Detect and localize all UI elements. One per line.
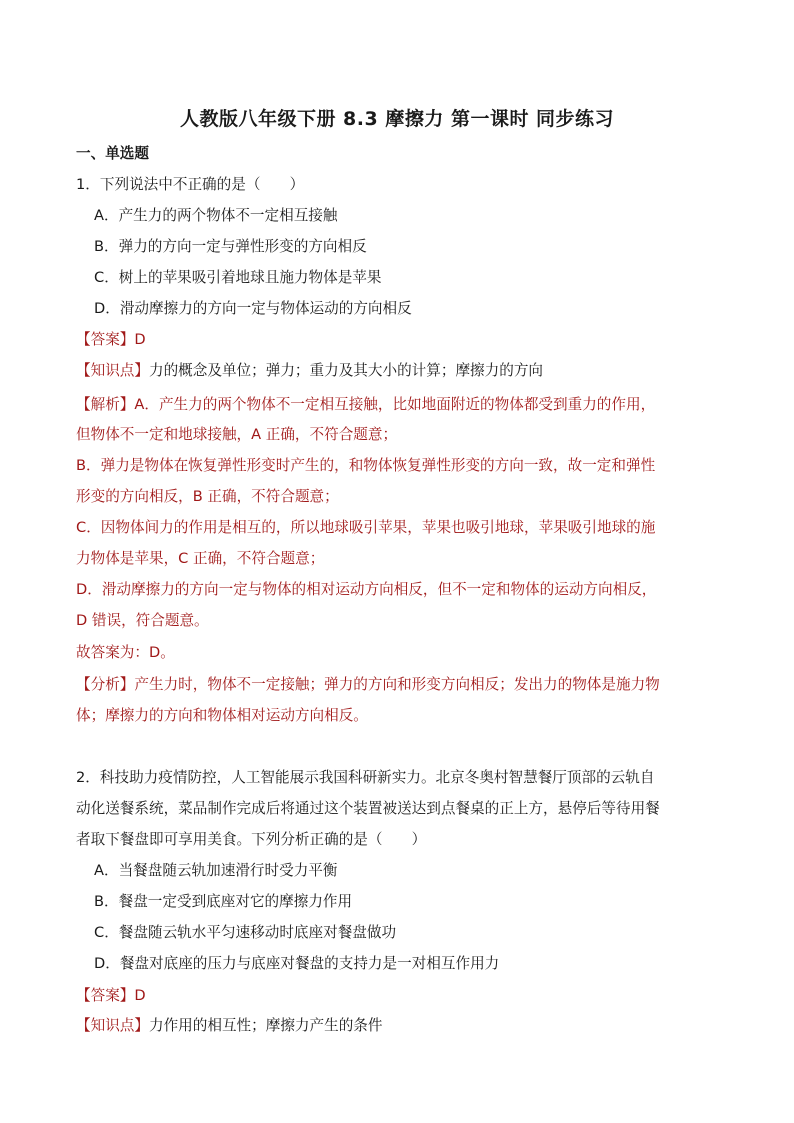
q1-analysis-line-5: C．因物体间力的作用是相互的，所以地球吸引苹果，苹果也吸引地球，苹果吸引地球的施 (76, 519, 656, 536)
q1-summary-text-1: 产生力时，物体不一定接触；弹力的方向和形变方向相反；发出力的物体是施力物 (134, 676, 660, 693)
q2-option-a: A．当餐盘随云轨加速滑行时受力平衡 (94, 862, 338, 879)
q1-analysis-line-8: D 错误，符合题意。 (76, 612, 209, 629)
q1-option-d: D．滑动摩擦力的方向一定与物体运动的方向相反 (94, 300, 412, 317)
q1-analysis-line-4: 形变的方向相反，B 正确，不符合题意； (76, 488, 339, 505)
page-title: 人教版八年级下册 8.3 摩擦力 第一课时 同步练习 (179, 108, 615, 130)
q2-answer-value: D (134, 987, 146, 1004)
q1-analysis-text-1: A．产生力的两个物体不一定相互接触，比如地面附近的物体都受到重力的作用， (134, 396, 656, 413)
q2-stem-line-2: 动化送餐系统，菜品制作完成后将通过这个装置被送达到点餐桌的正上方，悬停后等待用餐 (76, 800, 660, 817)
q2-knowledge (76, 1016, 383, 1036)
q1-analysis-line-6: 力物体是苹果，C 正确，不符合题意； (76, 550, 325, 567)
q1-answer (76, 330, 146, 350)
q1-analysis-line-3: B．弹力是物体在恢复弹性形变时产生的，和物体恢复弹性形变的方向一致，故一定和弹性 (76, 457, 656, 474)
q1-summary-line-1 (76, 675, 660, 695)
section-heading: 一、单选题 (76, 145, 149, 162)
knowledge-tag: 【知识点】 (76, 1017, 149, 1034)
answer-tag: 【答案】 (76, 331, 135, 348)
q2-stem-line-3: 者取下餐盘即可享用美食。下列分析正确的是（ ） (76, 831, 427, 848)
q1-analysis-line-7: D．滑动摩擦力的方向一定与物体的相对运动方向相反，但不一定和物体的运动方向相反， (76, 581, 657, 598)
q1-summary-line-2: 体；摩擦力的方向和物体相对运动方向相反。 (76, 707, 368, 724)
q1-answer-value: D (134, 331, 146, 348)
q2-stem-line-1: 2．科技助力疫情防控，人工智能展示我国科研新实力。北京冬奥村智慧餐厅顶部的云轨自 (76, 769, 655, 786)
q2-knowledge-text: 力作用的相互性；摩擦力产生的条件 (148, 1017, 383, 1034)
q1-stem: 1．下列说法中不正确的是（ ） (76, 176, 305, 193)
q1-analysis-line-1 (76, 395, 655, 415)
q1-conclusion: 故答案为：D。 (76, 644, 175, 661)
q1-option-a: A．产生力的两个物体不一定相互接触 (94, 207, 338, 224)
q2-option-c: C．餐盘随云轨水平匀速移动时底座对餐盘做功 (94, 924, 397, 941)
q1-option-b: B．弹力的方向一定与弹性形变的方向相反 (94, 238, 367, 255)
q1-knowledge (76, 361, 543, 381)
knowledge-tag: 【知识点】 (76, 362, 149, 379)
q1-knowledge-text: 力的概念及单位；弹力；重力及其大小的计算；摩擦力的方向 (148, 362, 544, 379)
q2-option-d: D．餐盘对底座的压力与底座对餐盘的支持力是一对相互作用力 (94, 955, 500, 972)
q1-analysis-line-2: 但物体不一定和地球接触，A 正确，不符合题意； (76, 426, 398, 443)
q2-option-b: B．餐盘一定受到底座对它的摩擦力作用 (94, 893, 353, 910)
q1-option-c: C．树上的苹果吸引着地球且施力物体是苹果 (94, 269, 382, 286)
answer-tag: 【答案】 (76, 987, 135, 1004)
summary-tag: 【分析】 (76, 676, 135, 693)
q2-answer (76, 986, 146, 1006)
analysis-tag: 【解析】 (76, 396, 135, 413)
